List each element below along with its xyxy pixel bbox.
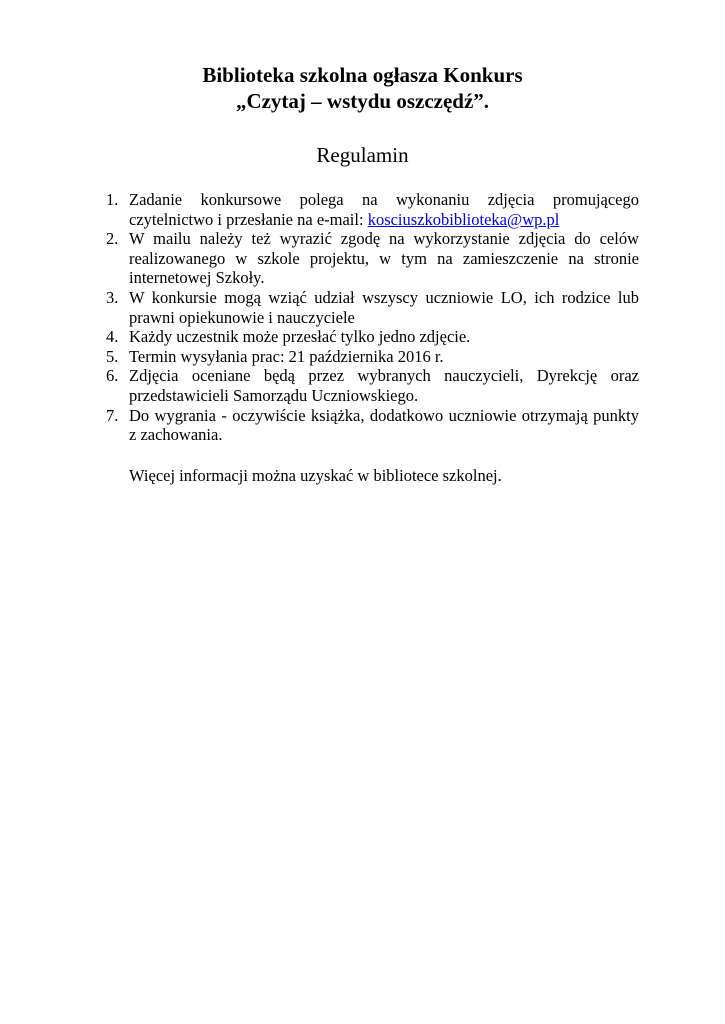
rule-number: 3. — [106, 287, 119, 307]
rule-number: 4. — [106, 327, 119, 347]
rule-item-1 — [106, 190, 639, 229]
rule-number: 5. — [106, 346, 119, 366]
rule-item-7 — [106, 406, 639, 445]
footer-note: Więcej informacji można uzyskać w bibliotece szkolnej. — [129, 466, 502, 485]
rule-item-2 — [106, 229, 639, 288]
rule-text: W konkursie mogą wziąć udział wszyscy uczniowie LO, ich rodzice lub prawni opiekunowie i nauczyciele — [129, 287, 639, 327]
rule-text: Zdjęcia oceniane będą przez wybranych nauczycieli, Dyrekcję oraz przedstawicieli Samorządu Uczniowskiego. — [129, 366, 639, 405]
rule-text: Do wygrania - oczywiście książka, dodatkowo uczniowie otrzymają punkty z zachowania. — [129, 405, 639, 445]
rule-text: Termin wysyłania prac: 21 października 2016 r. — [129, 346, 444, 366]
rule-text: Zadanie konkursowe polega na wykonaniu zdjęcia promującego czytelnictwo i przesłanie na e-mail: — [129, 190, 639, 229]
rule-text: Każdy uczestnik może przesłać tylko jedno zdjęcie. — [129, 327, 471, 347]
rule-item-3 — [106, 288, 639, 327]
rule-number: 7. — [106, 405, 119, 425]
rule-item-4 — [106, 327, 639, 347]
rule-item-5 — [106, 347, 639, 367]
rule-number: 2. — [106, 229, 119, 249]
rule-text: W mailu należy też wyrazić zgodę na wykorzystanie zdjęcia do celów realizowanego w szkole projektu, w tym na zamieszczenie na stronie internetowej Szkoły. — [129, 229, 639, 288]
email-link[interactable]: kosciuszkobiblioteka@wp.pl — [367, 209, 560, 229]
rule-number: 1. — [106, 190, 119, 209]
rule-number: 6. — [106, 366, 119, 386]
rule-item-6 — [106, 366, 639, 405]
rules-list — [106, 190, 639, 445]
page-title-line-1: Biblioteka szkolna ogłasza Konkurs — [202, 63, 523, 87]
section-heading-regulamin: Regulamin — [316, 143, 409, 167]
page-title-line-2: „Czytaj – wstydu oszczędź”. — [235, 89, 490, 113]
